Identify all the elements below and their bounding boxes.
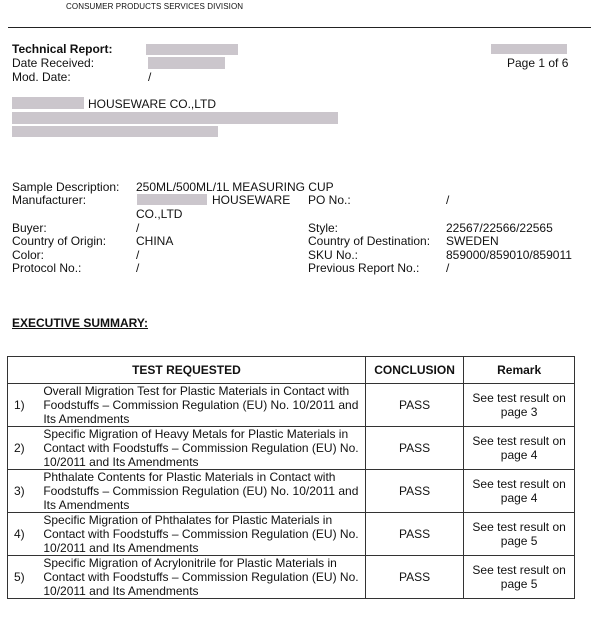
style-value: 22567/22566/22565	[446, 221, 553, 235]
test-requested-cell	[43, 384, 365, 427]
manufacturer-label: Manufacturer:	[12, 193, 87, 207]
test-line: Phthalate Contents for Plastic Materials in Contact with	[43, 470, 336, 484]
country-origin-value: CHINA	[136, 234, 174, 248]
test-line: 10/2011 and Its Amendments	[43, 455, 199, 469]
buyer-value: /	[136, 221, 140, 235]
buyer-label: Buyer:	[12, 221, 47, 235]
remark-line: See test result on	[472, 477, 566, 491]
remark-line: page 4	[500, 491, 538, 505]
test-line: Specific Migration of Acrylonitrile for Plastic Materials in	[43, 556, 337, 570]
sample-description-label: Sample Description:	[12, 180, 120, 194]
conclusion-cell: PASS	[365, 513, 463, 556]
remark-line: See test result on	[472, 434, 566, 448]
table-header-row	[8, 357, 575, 384]
technical-report-label: Technical Report:	[12, 42, 113, 56]
remark-line: page 3	[500, 405, 538, 419]
test-line: 10/2011 and Its Amendments	[43, 541, 199, 555]
remark-line: See test result on	[472, 563, 566, 577]
remark-line: See test result on	[472, 391, 566, 405]
mod-date-value: /	[148, 70, 152, 84]
remark-line: page 5	[500, 577, 538, 591]
client-name: HOUSEWARE CO.,LTD	[88, 97, 217, 111]
color-label: Color:	[12, 248, 45, 262]
redacted-header-right	[491, 44, 567, 54]
conclusion-cell: PASS	[365, 556, 463, 599]
test-requested-cell	[43, 470, 365, 513]
test-line: Contact with Foodstuffs – Commission Regulation (EU) No.	[43, 441, 359, 455]
mod-date-label: Mod. Date:	[12, 70, 71, 84]
row-number: 2)	[8, 427, 44, 470]
test-line: Foodstuffs – Commission Regulation (EU) No. 10/2011 and	[43, 398, 359, 412]
color-value: /	[136, 248, 140, 262]
manufacturer-value: HOUSEWARE	[212, 193, 291, 207]
remark-line: page 5	[500, 534, 538, 548]
po-no-label: PO No.:	[308, 193, 351, 207]
page-number: Page 1 of 6	[507, 56, 569, 70]
redacted-manufacturer-prefix	[137, 194, 207, 205]
protocol-label: Protocol No.:	[12, 261, 82, 275]
test-line: Its Amendments	[43, 498, 130, 512]
table-row	[8, 384, 575, 427]
test-requested-cell	[43, 513, 365, 556]
conclusion-cell: PASS	[365, 384, 463, 427]
table-row	[8, 556, 575, 599]
row-number: 4)	[8, 513, 44, 556]
country-origin-label: Country of Origin:	[12, 234, 107, 248]
sku-value: 859000/859010/859011	[446, 248, 572, 262]
header-divider	[8, 27, 591, 28]
redacted-client-address-line-1	[12, 112, 338, 124]
test-line: Contact with Foodstuffs – Commission Regulation (EU) No.	[43, 570, 359, 584]
previous-report-label: Previous Report No.:	[308, 261, 420, 275]
date-received-label: Date Received:	[12, 56, 95, 70]
test-line: Its Amendments	[43, 412, 130, 426]
sample-description-value: 250ML/500ML/1L MEASURING CUP	[136, 180, 334, 194]
conclusion-cell: PASS	[365, 470, 463, 513]
division-header: CONSUMER PRODUCTS SERVICES DIVISION	[66, 2, 244, 11]
test-line: Contact with Foodstuffs – Commission Regulation (EU) No.	[43, 527, 359, 541]
remark-cell	[464, 556, 575, 599]
column-header-test-requested: TEST REQUESTED	[8, 357, 366, 384]
style-label: Style:	[308, 221, 339, 235]
test-line: Specific Migration of Phthalates for Plastic Materials in	[43, 513, 333, 527]
executive-summary-table	[7, 356, 575, 599]
test-line: Specific Migration of Heavy Metals for Plastic Materials in	[43, 427, 349, 441]
test-line: 10/2011 and Its Amendments	[43, 584, 199, 598]
sku-label: SKU No.:	[308, 248, 359, 262]
column-header-remark: Remark	[464, 357, 575, 384]
test-line: Overall Migration Test for Plastic Materials in Contact with	[43, 384, 350, 398]
country-destination-value: SWEDEN	[446, 234, 499, 248]
redacted-client-address-line-2	[12, 126, 218, 137]
remark-cell	[464, 513, 575, 556]
row-number: 1)	[8, 384, 44, 427]
redacted-report-number	[146, 44, 238, 55]
po-no-value: /	[446, 193, 450, 207]
test-requested-cell	[43, 556, 365, 599]
remark-line: page 4	[500, 448, 538, 462]
remark-cell	[464, 470, 575, 513]
remark-cell	[464, 427, 575, 470]
conclusion-cell: PASS	[365, 427, 463, 470]
protocol-value: /	[136, 261, 140, 275]
table-row	[8, 513, 575, 556]
test-requested-cell	[43, 427, 365, 470]
redacted-client-prefix	[12, 97, 84, 109]
country-destination-label: Country of Destination:	[308, 234, 431, 248]
remark-cell	[464, 384, 575, 427]
remark-line: See test result on	[472, 520, 566, 534]
redacted-date-received	[148, 57, 225, 69]
row-number: 5)	[8, 556, 44, 599]
column-header-conclusion: CONCLUSION	[365, 357, 463, 384]
row-number: 3)	[8, 470, 44, 513]
table-row	[8, 427, 575, 470]
executive-summary-heading: EXECUTIVE SUMMARY:	[12, 316, 149, 330]
manufacturer-value-cont: CO.,LTD	[136, 207, 183, 221]
previous-report-value: /	[446, 261, 450, 275]
table-row	[8, 470, 575, 513]
test-line: Foodstuffs – Commission Regulation (EU) No. 10/2011 and	[43, 484, 359, 498]
